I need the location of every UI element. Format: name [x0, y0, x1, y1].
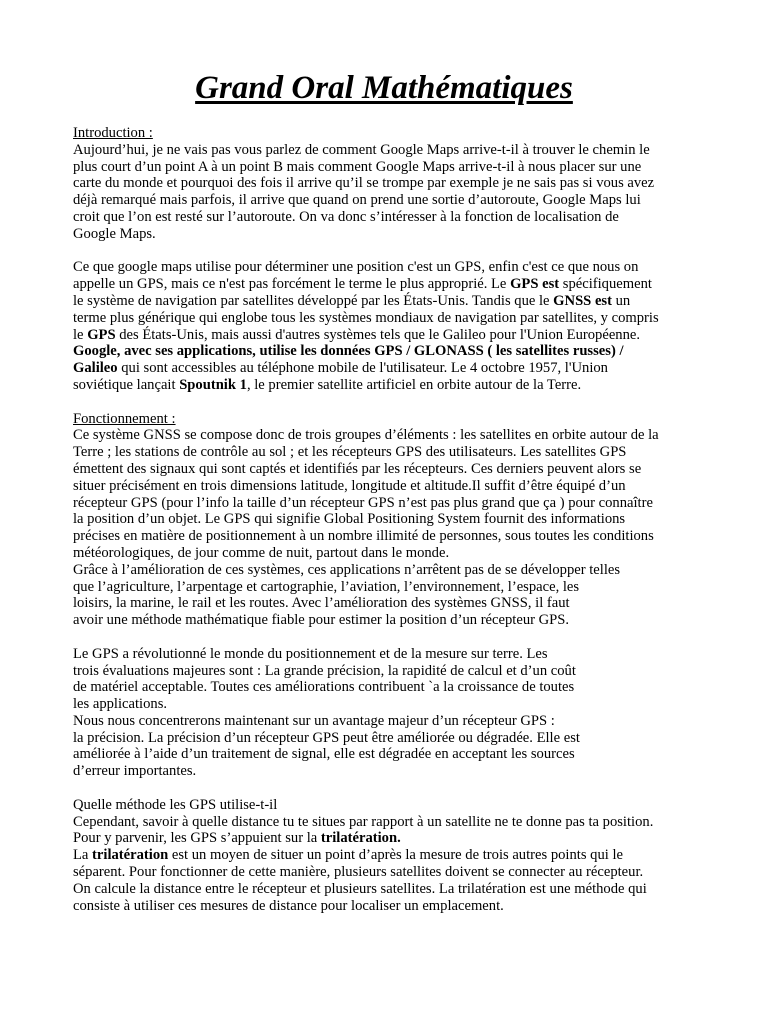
text-line — [73, 528, 713, 545]
text-segment: avoir une méthode mathématique fiable pour estimer la position d’un récepteur GPS. — [73, 612, 570, 629]
text-line — [73, 646, 713, 663]
section-heading: Fonctionnement : — [73, 410, 176, 427]
text-segment: Cependant, savoir à quelle distance tu te situes par rapport à un satellite ne te donne pas ta position. — [73, 813, 654, 830]
text-line — [73, 343, 713, 360]
text-line — [73, 746, 713, 763]
bold-text: GPS est — [510, 276, 560, 293]
text-segment: un — [611, 292, 631, 309]
text-segment: déjà remarqué mais parfois, il arrive que quand on prend une sortie d’autoroute, Google Maps lui — [73, 192, 641, 209]
bold-text: trilatération. — [320, 830, 401, 847]
text-line — [73, 579, 713, 596]
text-segment: terme plus générique qui englobe tous les systèmes mondiaux de navigation par satellites, y compris — [73, 309, 659, 326]
paragraph-gap — [73, 243, 713, 260]
text-segment: météorologiques, de jour comme de nuit, partout dans le monde. — [73, 544, 450, 561]
text-line — [73, 562, 713, 579]
text-line — [73, 444, 713, 461]
text-line — [73, 511, 713, 528]
text-segment: trois évaluations majeures sont : La grande précision, la rapidité de calcul et d’un coût — [73, 662, 576, 679]
text-line — [73, 411, 713, 428]
paragraph — [73, 259, 713, 393]
text-line — [73, 259, 713, 276]
text-line — [73, 898, 713, 915]
text-segment: Quelle méthode les GPS utilise-t-il — [73, 796, 278, 813]
text-line — [73, 830, 713, 847]
text-segment: Le GPS a révolutionné le monde du positionnement et de la mesure sur terre. Les — [73, 645, 548, 662]
text-segment: précises en matière de positionnement à un nombre illimité de personnes, sous toutes les conditions — [73, 528, 654, 545]
text-line — [73, 427, 713, 444]
bold-text: trilatération — [92, 847, 169, 864]
text-line — [73, 360, 713, 377]
text-segment: séparent. Pour fonctionner de cette manière, plusieurs satellites doivent se connecter au récepteur. — [73, 864, 644, 881]
text-segment: Ce système GNSS se compose donc de trois groupes d’éléments : les satellites en orbite autour de la — [73, 427, 659, 444]
text-line — [73, 142, 713, 159]
text-line — [73, 713, 713, 730]
bold-text: Galileo — [73, 360, 118, 377]
text-line — [73, 847, 713, 864]
text-line — [73, 293, 713, 310]
bold-text: Google, avec ses applications, utilise les données GPS / GLONASS ( les satellites russes) / — [73, 343, 624, 360]
text-line — [73, 461, 713, 478]
text-line — [73, 797, 713, 814]
text-line — [73, 495, 713, 512]
paragraph — [73, 646, 713, 780]
text-segment: appelle un GPS, mais ce n'est pas forcément le terme le plus approprié. Le — [73, 276, 511, 293]
text-line — [73, 730, 713, 747]
text-line — [73, 595, 713, 612]
text-segment: loisirs, la marine, le rail et les routes. Avec l’amélioration des systèmes GNSS, il faut — [73, 595, 570, 612]
text-segment: Google Maps. — [73, 225, 156, 242]
text-segment: d’erreur importantes. — [73, 763, 197, 780]
section-heading: Introduction : — [73, 125, 153, 141]
text-segment: carte du monde et pourquoi des fois il arrive qu’il se trompe par exemple je ne sais pas si vous avez — [73, 175, 655, 192]
text-line — [73, 310, 713, 327]
text-line — [73, 612, 713, 629]
text-line — [73, 478, 713, 495]
text-line — [73, 864, 713, 881]
text-segment: qui sont accessibles au téléphone mobile de l'utilisateur. Le 4 octobre 1957, l'Union — [117, 360, 608, 377]
text-segment: La — [73, 847, 93, 864]
text-line — [73, 377, 713, 394]
text-line — [73, 276, 713, 293]
text-segment: le — [73, 326, 88, 343]
text-line — [73, 226, 713, 243]
text-segment: plus court d’un point A à un point B mais comment Google Maps arrive-t-il à nous placer sur une — [73, 158, 642, 175]
text-line — [73, 327, 713, 344]
text-segment: On calcule la distance entre le récepteur et plusieurs satellites. La trilatération est une méthode qui — [73, 880, 647, 897]
text-line — [73, 679, 713, 696]
text-line — [73, 192, 713, 209]
paragraph — [73, 797, 713, 915]
text-line — [73, 814, 713, 831]
text-segment: soviétique lançait — [73, 376, 180, 393]
text-segment: Terre ; les stations de contrôle au sol ; et les récepteurs GPS des utilisateurs. Les satellites GPS — [73, 444, 627, 461]
text-segment: émettent des signaux qui sont captés et identifiés par les récepteurs. Ces derniers peuvent alors se — [73, 460, 642, 477]
paragraph — [73, 411, 713, 629]
text-segment: améliorée à l’aide d’un traitement de signal, elle est dégradée en acceptant les sources — [73, 746, 575, 763]
text-segment: consiste à utiliser ces mesures de distance pour localiser un emplacement. — [73, 897, 504, 914]
text-segment: les applications. — [73, 696, 168, 713]
text-segment: des États-Unis, mais aussi d'autres systèmes tels que le Galileo pour l'Union Européenne. — [115, 326, 641, 343]
paragraph — [73, 125, 713, 243]
text-segment: , le premier satellite artificiel en orbite autour de la Terre. — [246, 376, 582, 393]
text-line — [73, 763, 713, 780]
text-segment: que l’agriculture, l’arpentage et cartographie, l’aviation, l’environnement, l’espace, les — [73, 578, 580, 595]
text-segment: Ce que google maps utilise pour déterminer une position c'est un GPS, enfin c'est ce que nous on — [73, 259, 639, 276]
text-line — [73, 545, 713, 562]
text-segment: Grâce à l’amélioration de ces systèmes, ces applications n’arrêtent pas de se développer telles — [73, 561, 621, 578]
text-segment: est un moyen de situer un point d’après la mesure de trois autres points qui le — [168, 847, 623, 864]
document-body — [73, 125, 713, 914]
page-title: Grand Oral Mathématiques — [195, 70, 573, 106]
text-line — [73, 696, 713, 713]
paragraph-gap — [73, 629, 713, 646]
paragraph-gap — [73, 394, 713, 411]
text-line — [73, 159, 713, 176]
text-segment: spécifiquement — [559, 276, 652, 293]
bold-text: GPS — [87, 326, 116, 343]
text-segment: récepteur GPS (pour l’info la taille d’un récepteur GPS n’est pas plus grand que ça ) pour connaître — [73, 494, 653, 511]
text-line — [73, 209, 713, 226]
text-segment: le système de navigation par satellites développé par les États-Unis. Tandis que le — [73, 292, 554, 309]
text-line — [73, 663, 713, 680]
bold-text: GNSS est — [553, 292, 612, 309]
text-line — [73, 881, 713, 898]
text-segment: croit que l’on est resté sur l’autoroute. On va donc s’intéresser à la fonction de localisation de — [73, 208, 619, 225]
text-segment: la position d’un objet. Le GPS qui signifie Global Positioning System fournit des informations — [73, 511, 626, 528]
text-line — [73, 175, 713, 192]
text-segment: situer précisément en trois dimensions latitude, longitude et altitude.Il suffit d’être équipé d’un — [73, 477, 626, 494]
text-line — [73, 125, 713, 142]
text-segment: la précision. La précision d’un récepteur GPS peut être améliorée ou dégradée. Elle est — [73, 729, 580, 746]
bold-text: Spoutnik 1 — [179, 376, 247, 393]
paragraph-gap — [73, 780, 713, 797]
text-segment: de matériel acceptable. Toutes ces améliorations contribuent `a la croissance de toutes — [73, 679, 575, 696]
text-segment: Nous nous concentrerons maintenant sur un avantage majeur d’un récepteur GPS : — [73, 712, 555, 729]
text-segment: Aujourd’hui, je ne vais pas vous parlez de comment Google Maps arrive-t-il à trouver le chemin le — [73, 141, 650, 158]
text-segment: Pour y parvenir, les GPS s’appuient sur la — [73, 830, 321, 847]
